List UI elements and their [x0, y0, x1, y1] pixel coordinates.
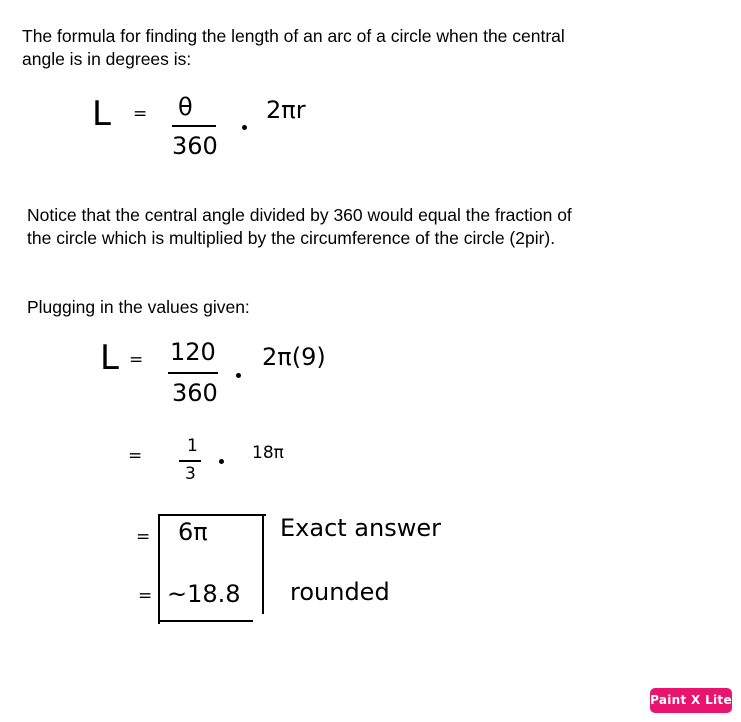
work2-factor: 18π [252, 443, 284, 463]
formula-lhs: L [92, 94, 111, 134]
formula-factor: 2πr [266, 96, 306, 124]
work4-equals: = [138, 586, 153, 606]
formula-fraction-bar [172, 125, 216, 127]
plugging-paragraph: Plugging in the values given: [27, 297, 250, 317]
work1-denominator: 360 [172, 379, 218, 407]
work1-lhs: L [100, 338, 119, 378]
work1-equals: = [129, 350, 144, 370]
work2-multiply-dot [219, 459, 224, 464]
work2-numerator: 1 [187, 436, 198, 456]
work1-numerator: 120 [170, 338, 216, 366]
work1-multiply-dot [236, 373, 241, 378]
work2-fraction-bar [179, 460, 201, 462]
formula-denominator: 360 [172, 132, 218, 160]
rounded-answer-value: ~18.8 [167, 580, 241, 608]
formula-equals: = [133, 104, 148, 124]
notice-paragraph: Notice that the central angle divided by 360 would equal the fraction of the circle which is multiplied by the circumference of the circle (2pir). [27, 205, 572, 248]
formula-multiply-dot [242, 125, 247, 130]
work2-equals: = [128, 446, 143, 466]
intro-paragraph: The formula for finding the length of an arc of a circle when the central angle is in degrees is: [22, 26, 565, 69]
work1-fraction-bar [168, 372, 218, 374]
work3-equals: = [136, 527, 151, 547]
rounded-answer-label: rounded [290, 578, 390, 606]
exact-answer-value: 6π [178, 518, 208, 546]
formula-numerator: θ [178, 93, 193, 121]
work1-factor: 2π(9) [262, 343, 326, 371]
exact-answer-label: Exact answer [280, 514, 441, 542]
paint-x-lite-watermark: Paint X Lite [650, 688, 732, 713]
work2-denominator: 3 [185, 464, 196, 484]
